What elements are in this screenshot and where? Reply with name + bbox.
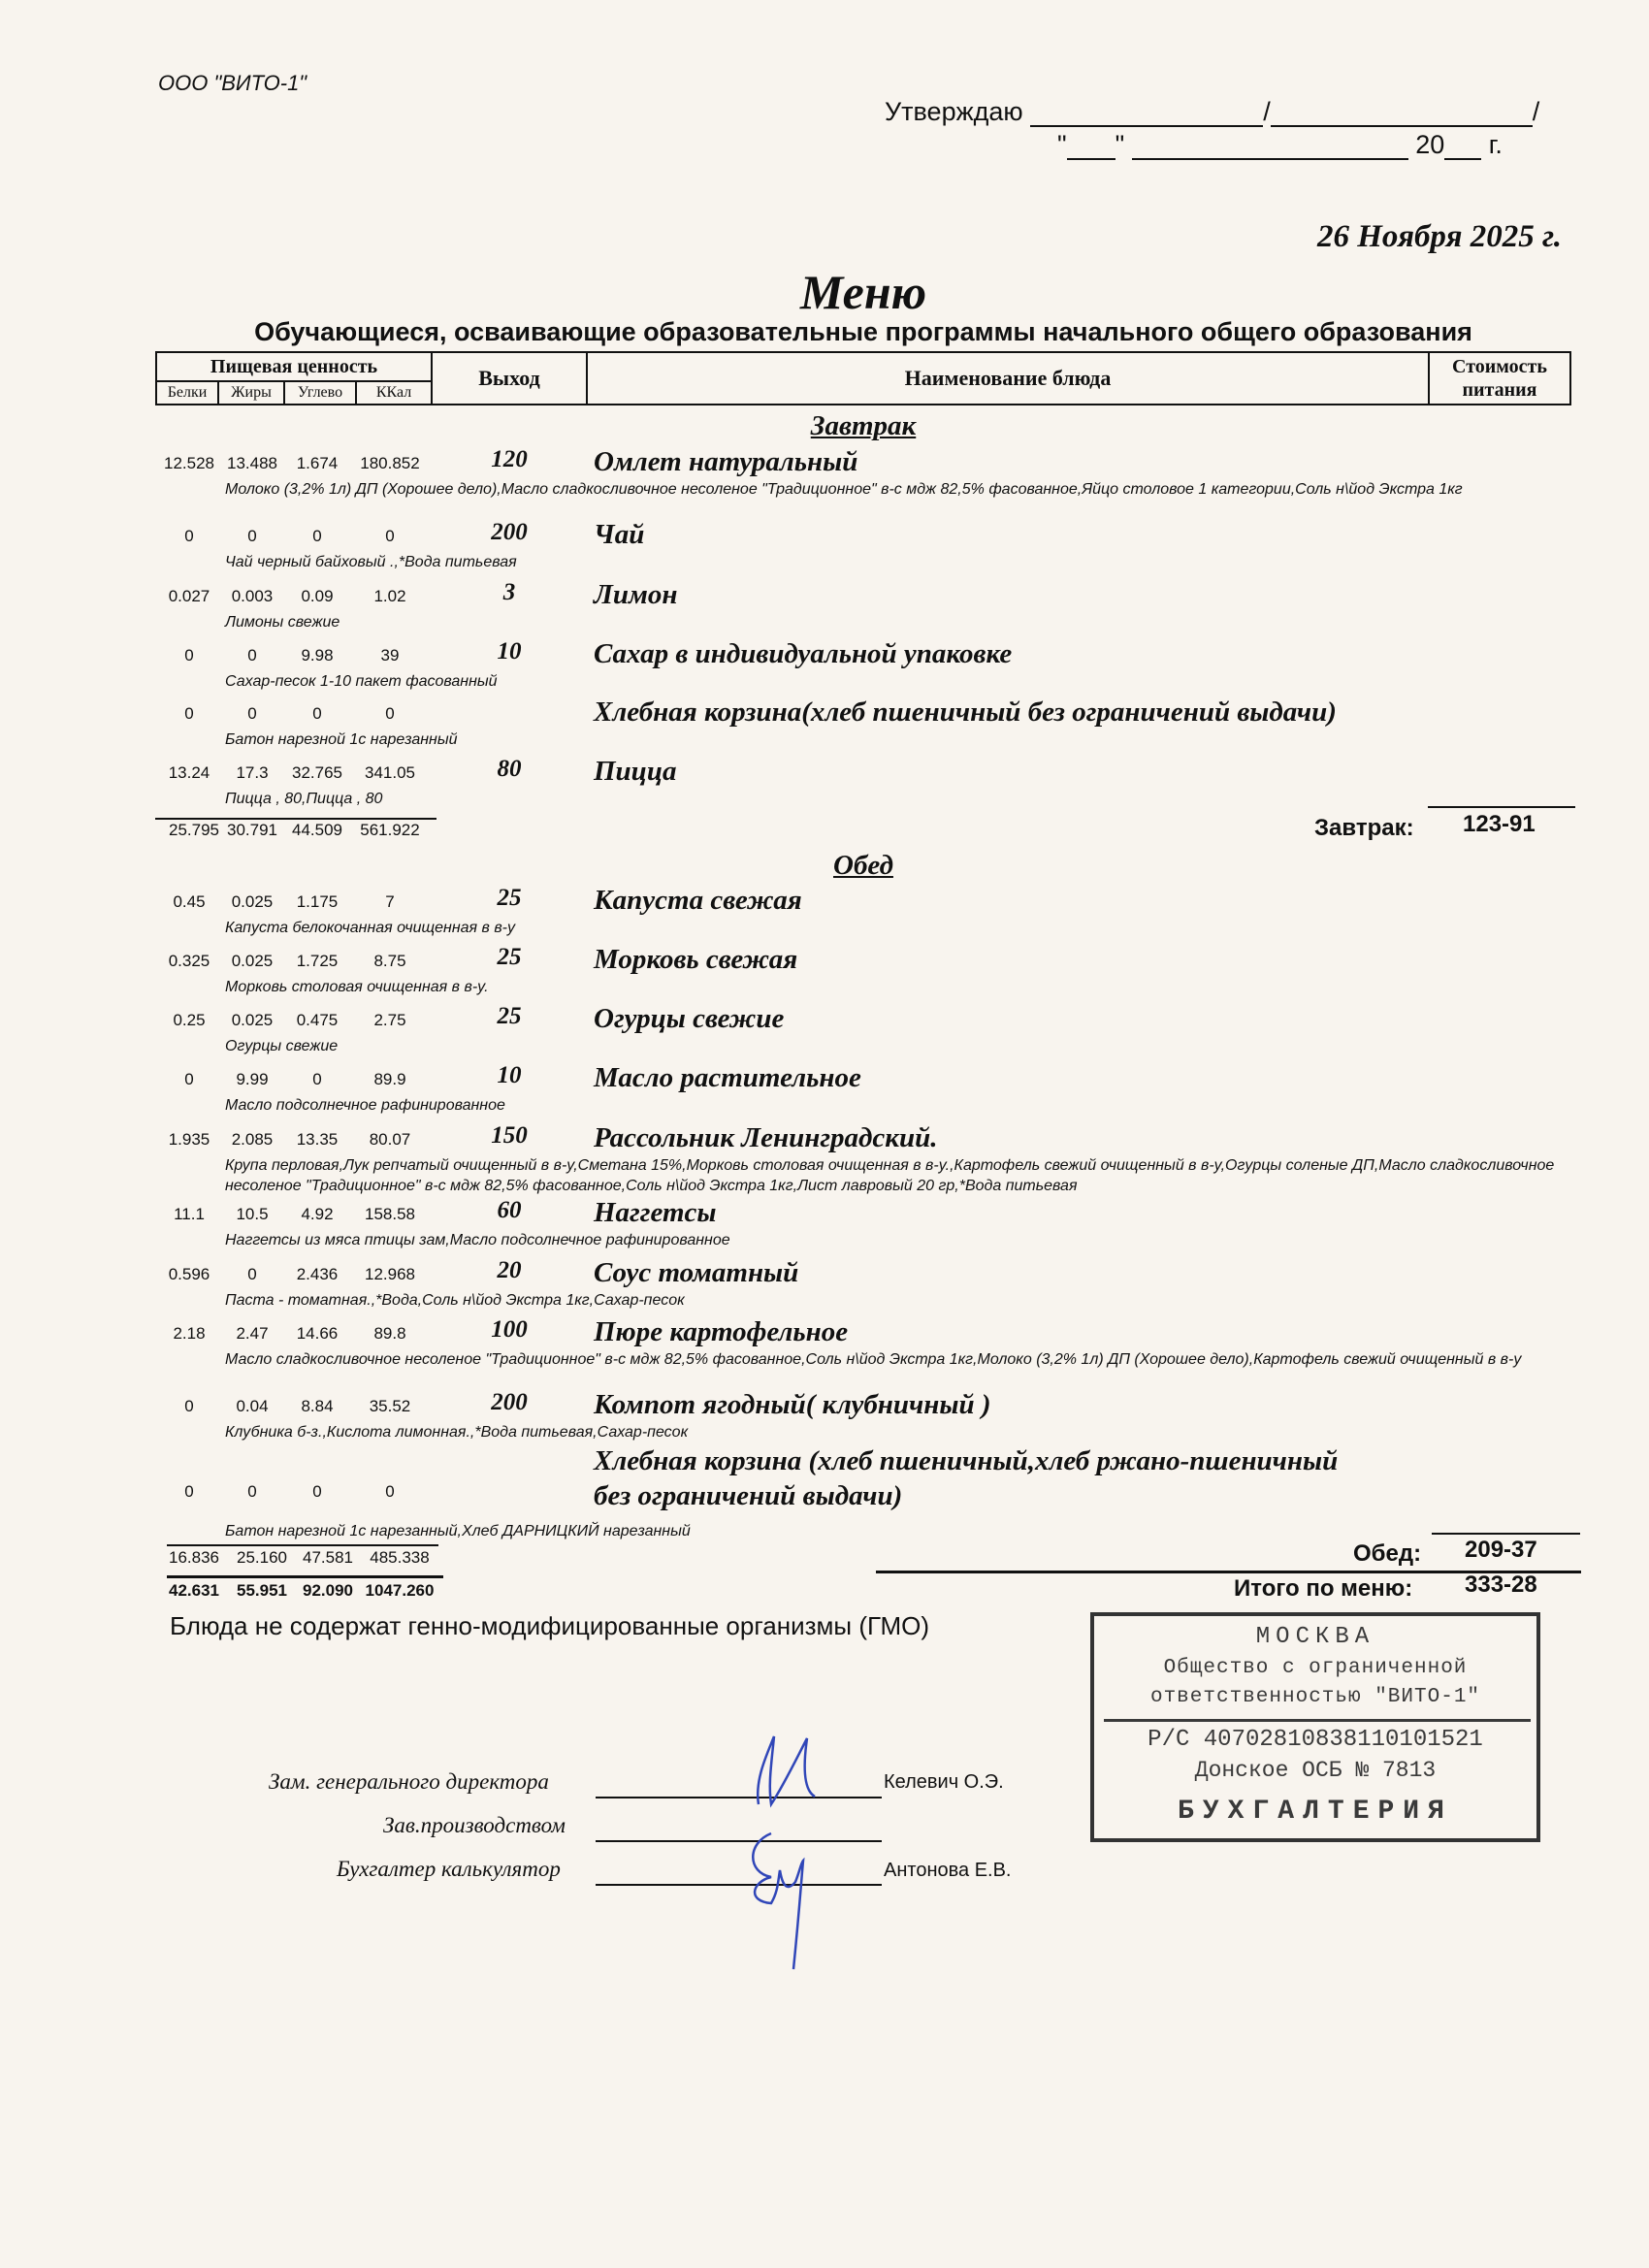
nutrition-kcal: 80.07 xyxy=(369,1130,411,1149)
nutrition-carbs: 0 xyxy=(312,704,322,723)
dish-ingredients: Масло сладкосливочное несоленое "Традиционное" в-с мдж 82,5% фасованное,Соль н\йод Экстра 1кг,Молоко (3,2% 1л) ДП (Хорошее дело),Картофель свежий очищенный в в-у xyxy=(225,1351,1522,1368)
nutrition-protein: 0 xyxy=(184,1482,194,1501)
dish-ingredients: Морковь столовая очищенная в в-у. xyxy=(225,979,489,995)
portion-output: 10 xyxy=(497,1062,522,1088)
dish-name: Сахар в индивидуальной упаковке xyxy=(594,638,1013,669)
dish-name: Хлебная корзина(хлеб пшеничный без ограничений выдачи) xyxy=(594,697,1337,728)
dish-ingredients: Клубника б-з.,Кислота лимонная.,*Вода питьевая,Сахар-песок xyxy=(225,1424,689,1441)
header-dish-name: Наименование блюда xyxy=(586,351,1430,405)
portion-output: 25 xyxy=(497,944,522,970)
dish-name: Хлебная корзина (хлеб пшеничный,хлеб ржано-пшеничный xyxy=(594,1445,1339,1476)
page-subtitle: Обучающиеся, осваивающие образовательные программы начального общего образования xyxy=(254,317,1472,346)
header-nutrition: Пищевая ценность xyxy=(155,351,433,382)
nutrition-kcal: 8.75 xyxy=(373,952,406,970)
header-cost-line1: Стоимость xyxy=(1452,356,1547,377)
nutrition-kcal: 7 xyxy=(385,892,395,911)
nutrition-kcal: 2.75 xyxy=(373,1011,406,1029)
breakfast-sum-rule xyxy=(1428,806,1575,808)
breakfast-sum-label: Завтрак: xyxy=(1314,815,1414,841)
dish-ingredients: Батон нарезной 1с нарезанный,Хлеб ДАРНИЦКИЙ нарезанный xyxy=(225,1523,691,1539)
header-cost-line2: питания xyxy=(1462,379,1537,401)
nutrition-fat: 9.99 xyxy=(236,1070,269,1088)
grand-total-protein: 42.631 xyxy=(169,1581,219,1600)
grand-sum-label: Итого по меню: xyxy=(1234,1575,1413,1602)
grand-total-carbs: 92.090 xyxy=(303,1581,353,1600)
nutrition-kcal: 39 xyxy=(380,646,400,664)
lunch-total-carbs: 47.581 xyxy=(303,1548,353,1567)
nutrition-protein: 0 xyxy=(184,704,194,723)
nutrition-carbs: 9.98 xyxy=(301,646,334,664)
breakfast-total-protein: 25.795 xyxy=(169,821,219,839)
deputy-director-label: Зам. генерального директора xyxy=(269,1769,549,1794)
nutrition-carbs: 4.92 xyxy=(301,1205,334,1223)
approve-slash-2: / xyxy=(1532,97,1540,126)
dish-ingredients: Капуста белокочанная очищенная в в-у xyxy=(225,920,515,936)
company-name: ООО "ВИТО-1" xyxy=(158,71,307,95)
nutrition-kcal: 0 xyxy=(385,704,395,723)
nutrition-carbs: 0 xyxy=(312,1482,322,1501)
portion-output: 25 xyxy=(497,1003,522,1029)
deputy-handwritten-signature xyxy=(718,1727,854,1824)
header-cost xyxy=(1428,351,1571,405)
portion-output: 20 xyxy=(497,1257,522,1283)
stamp-divider xyxy=(1104,1719,1531,1722)
month-blank xyxy=(1132,135,1408,160)
dish-ingredients: Крупа перловая,Лук репчатый очищенный в в-у,Сметана 15%,Морковь столовая очищенная в в-у.,Картофель свежий очищенный в в-у,Огурцы соленые ДП,Масло сладкосливочное несоленое "Традиционное" в-с мдж 82,5% фасованное,Соль н\йод Экстра 1кг,Лист лавровый 20 гр,*Вода питьевая xyxy=(225,1157,1555,1194)
dish-name: Морковь свежая xyxy=(594,944,798,975)
accountant-label: Бухгалтер калькулятор xyxy=(337,1857,561,1881)
dish-name: Рассольник Ленинградский. xyxy=(594,1122,938,1153)
header-kcal: ККал xyxy=(355,380,433,405)
approve-label: Утверждаю xyxy=(885,97,1023,126)
portion-output: 150 xyxy=(491,1122,528,1149)
nutrition-fat: 0 xyxy=(247,1482,257,1501)
dish-ingredients: Огурцы свежие xyxy=(225,1038,339,1054)
nutrition-fat: 0 xyxy=(247,646,257,664)
nutrition-protein: 0 xyxy=(184,527,194,545)
nutrition-carbs: 32.765 xyxy=(292,763,342,782)
nutrition-carbs: 2.436 xyxy=(296,1265,339,1283)
quote-close: " xyxy=(1115,130,1125,159)
nutrition-kcal: 341.05 xyxy=(365,763,415,782)
dish-ingredients: Наггетсы из мяса птицы зам,Масло подсолнечное рафинированное xyxy=(225,1232,730,1248)
dish-ingredients: Масло подсолнечное рафинированное xyxy=(225,1097,505,1114)
nutrition-kcal: 180.852 xyxy=(360,454,420,472)
dish-name: Компот ягодный( клубничный ) xyxy=(594,1389,991,1420)
nutrition-fat: 0 xyxy=(247,527,257,545)
nutrition-kcal: 89.9 xyxy=(373,1070,406,1088)
nutrition-fat: 10.5 xyxy=(236,1205,269,1223)
nutrition-fat: 2.47 xyxy=(236,1324,269,1343)
portion-output: 200 xyxy=(491,1389,528,1415)
dish-name: Капуста свежая xyxy=(594,885,802,916)
nutrition-protein: 0 xyxy=(184,1070,194,1088)
dish-ingredients: Молоко (3,2% 1л) ДП (Хорошее дело),Масло сладкосливочное несоленое "Традиционное" в-с мдж 82,5% фасованное,Яйцо столовое 1 категории,Соль н\йод Экстра 1кг xyxy=(225,481,1463,498)
nutrition-kcal: 1.02 xyxy=(373,587,406,605)
day-blank xyxy=(1067,135,1116,160)
document-date: 26 Ноября 2025 г. xyxy=(1316,219,1562,254)
breakfast-total-carbs: 44.509 xyxy=(292,821,342,839)
lunch-total-fat: 25.160 xyxy=(237,1548,287,1567)
nutrition-kcal: 158.58 xyxy=(365,1205,415,1223)
approve-name-blank xyxy=(1271,102,1533,127)
nutrition-carbs: 0.09 xyxy=(301,587,334,605)
nutrition-carbs: 8.84 xyxy=(301,1397,334,1415)
portion-output: 200 xyxy=(491,519,528,545)
breakfast-total-kcal: 561.922 xyxy=(360,821,420,839)
lunch-totals-rule xyxy=(167,1544,438,1546)
lunch-sum-value: 209-37 xyxy=(1465,1537,1537,1563)
nutrition-fat: 0.025 xyxy=(231,1011,274,1029)
production-head-label: Зав.производством xyxy=(383,1813,566,1837)
grand-sum-value: 333-28 xyxy=(1465,1571,1537,1598)
nutrition-fat: 2.085 xyxy=(231,1130,274,1149)
portion-output: 100 xyxy=(491,1316,528,1343)
deputy-director-name: Келевич О.Э. xyxy=(884,1771,1004,1793)
portion-output: 10 xyxy=(497,638,522,664)
approval-line xyxy=(885,97,1539,127)
organization-stamp xyxy=(1090,1612,1540,1842)
header-carbs: Углево xyxy=(283,380,357,405)
nutrition-kcal: 35.52 xyxy=(369,1397,411,1415)
stamp-line2: ответственностью "ВИТО-1" xyxy=(1149,1686,1481,1708)
nutrition-protein: 0.027 xyxy=(168,587,210,605)
lunch-total-protein: 16.836 xyxy=(169,1548,219,1567)
nutrition-fat: 0.04 xyxy=(236,1397,269,1415)
nutrition-fat: 13.488 xyxy=(227,454,277,472)
dish-name: Лимон xyxy=(594,579,678,610)
section-lunch-title: Обед xyxy=(833,850,893,881)
dish-ingredients: Батон нарезной 1с нарезанный xyxy=(225,731,458,748)
section-breakfast-title: Завтрак xyxy=(810,410,917,441)
stamp-line1: Общество с ограниченной xyxy=(1163,1657,1468,1679)
nutrition-protein: 1.935 xyxy=(168,1130,210,1149)
nutrition-protein: 11.1 xyxy=(174,1205,205,1223)
page-title: Меню xyxy=(799,265,927,319)
grand-totals-rule xyxy=(167,1575,443,1578)
quote-open: " xyxy=(1057,130,1067,159)
accountant-name: Антонова Е.В. xyxy=(884,1860,1012,1881)
stamp-account: Р/С 40702810838110101521 xyxy=(1148,1727,1483,1753)
nutrition-protein: 0 xyxy=(184,646,194,664)
lunch-sum-label: Обед: xyxy=(1353,1540,1422,1567)
accountant-handwritten-signature xyxy=(718,1824,854,1979)
nutrition-protein: 0.25 xyxy=(173,1011,206,1029)
stamp-bank: Донское ОСБ № 7813 xyxy=(1194,1758,1437,1783)
table-header xyxy=(155,351,1571,405)
dish-ingredients: Пицца , 80,Пицца , 80 xyxy=(225,791,383,807)
dish-name: Пицца xyxy=(594,756,677,787)
lunch-sum-rule xyxy=(1432,1533,1580,1535)
dish-name: Огурцы свежие xyxy=(594,1003,785,1034)
portion-output: 25 xyxy=(497,885,522,911)
year-suffix: г. xyxy=(1488,130,1503,159)
nutrition-carbs: 1.175 xyxy=(296,892,339,911)
grand-total-fat: 55.951 xyxy=(237,1581,287,1600)
nutrition-carbs: 0 xyxy=(312,1070,322,1088)
grand-total-kcal: 1047.260 xyxy=(365,1581,435,1600)
nutrition-carbs: 14.66 xyxy=(296,1324,339,1343)
approval-date-line xyxy=(1057,130,1503,160)
year-prefix: 20 xyxy=(1415,130,1445,159)
dish-name: Наггетсы xyxy=(594,1197,717,1228)
portion-output: 80 xyxy=(497,756,522,782)
dish-ingredients: Лимоны свежие xyxy=(225,614,340,631)
nutrition-protein: 0 xyxy=(184,1397,194,1415)
lunch-total-kcal: 485.338 xyxy=(370,1548,430,1567)
dish-name-continued: без ограничений выдачи) xyxy=(594,1480,903,1511)
nutrition-kcal: 89.8 xyxy=(373,1324,406,1343)
gmo-notice: Блюда не содержат генно-модифицированные организмы (ГМО) xyxy=(170,1611,929,1640)
nutrition-fat: 0.025 xyxy=(231,952,274,970)
breakfast-sum-value: 123-91 xyxy=(1463,811,1536,837)
nutrition-fat: 0.003 xyxy=(231,587,274,605)
portion-output: 3 xyxy=(502,579,516,605)
nutrition-carbs: 0 xyxy=(312,527,322,545)
nutrition-kcal: 0 xyxy=(385,527,395,545)
nutrition-carbs: 0.475 xyxy=(296,1011,339,1029)
nutrition-carbs: 13.35 xyxy=(296,1130,339,1149)
nutrition-fat: 0 xyxy=(247,704,257,723)
nutrition-fat: 17.3 xyxy=(236,763,269,782)
nutrition-fat: 0.025 xyxy=(231,892,274,911)
nutrition-protein: 13.24 xyxy=(168,763,210,782)
approve-slash-1: / xyxy=(1263,97,1271,126)
nutrition-protein: 0.45 xyxy=(173,892,206,911)
breakfast-totals-rule xyxy=(155,818,436,820)
approve-signature-blank xyxy=(1030,102,1263,127)
breakfast-total-fat: 30.791 xyxy=(227,821,277,839)
dish-ingredients: Сахар-песок 1-10 пакет фасованный xyxy=(225,673,498,690)
nutrition-carbs: 1.674 xyxy=(296,454,339,472)
portion-output: 120 xyxy=(491,446,528,472)
dish-name: Чай xyxy=(594,519,645,550)
stamp-department: БУХГАЛТЕРИЯ xyxy=(1178,1797,1453,1827)
nutrition-fat: 0 xyxy=(247,1265,257,1283)
nutrition-protein: 2.18 xyxy=(173,1324,206,1343)
header-fat: Жиры xyxy=(217,380,285,405)
stamp-city: МОСКВА xyxy=(1255,1624,1375,1650)
dish-name: Масло растительное xyxy=(594,1062,861,1093)
header-protein: Белки xyxy=(155,380,219,405)
year-blank xyxy=(1444,135,1481,160)
header-output: Выход xyxy=(431,351,588,405)
nutrition-protein: 12.528 xyxy=(164,454,214,472)
nutrition-protein: 0.596 xyxy=(168,1265,210,1283)
nutrition-protein: 0.325 xyxy=(168,952,210,970)
dish-ingredients: Паста - томатная.,*Вода,Соль н\йод Экстра 1кг,Сахар-песок xyxy=(225,1292,685,1309)
nutrition-kcal: 12.968 xyxy=(365,1265,415,1283)
dish-name: Омлет натуральный xyxy=(594,446,858,477)
dish-ingredients: Чай черный байховый .,*Вода питьевая xyxy=(225,554,517,570)
dish-name: Соус томатный xyxy=(594,1257,799,1288)
nutrition-carbs: 1.725 xyxy=(296,952,339,970)
dish-name: Пюре картофельное xyxy=(594,1316,849,1347)
nutrition-kcal: 0 xyxy=(385,1482,395,1501)
portion-output: 60 xyxy=(497,1197,522,1223)
